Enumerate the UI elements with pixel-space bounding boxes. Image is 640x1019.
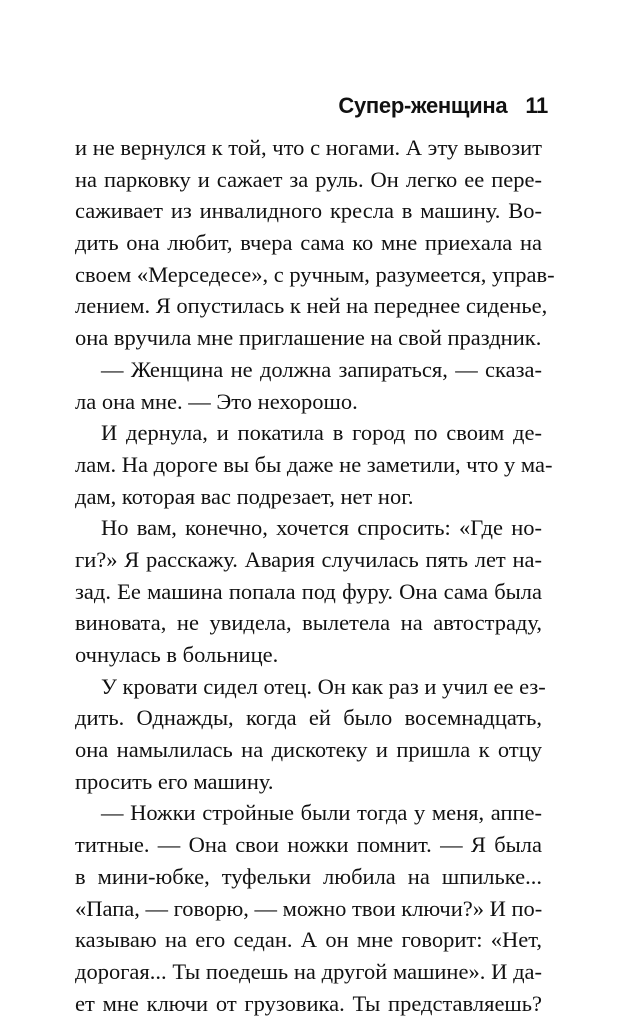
text-line: зад. Ее машина попала под фуру. Она сама была — [75, 578, 542, 604]
text-line: дорогая... Ты поедешь на другой машине». И да- — [75, 958, 542, 984]
text-line: саживает из инвалидного кресла в машину. Во- — [75, 198, 542, 224]
text-line: ет мне ключи от грузовика. Ты представляешь? — [75, 990, 542, 1016]
text-line: лам. На дороге вы бы даже не заметили, что у ма- — [75, 451, 553, 477]
text-line: лением. Я опустилась к ней на переднее сиденье, — [75, 293, 548, 319]
text-line: Но вам, конечно, хочется спросить: «Где но- — [101, 515, 542, 541]
paragraph — [75, 354, 542, 417]
paragraph — [75, 671, 546, 798]
text-line: она намылилась на дискотеку и пришла к отцу — [75, 737, 542, 763]
paragraph — [75, 797, 542, 1019]
text-line: виновата, не увидела, вылетела на автостраду, — [75, 610, 542, 636]
text-line: ла она мне. — Это нехорошо. — [75, 388, 358, 414]
text-line: дить. Однажды, когда ей было восемнадцать, — [75, 705, 542, 731]
text-line: титные. — Она свои ножки помнит. — Я была — [75, 832, 542, 858]
text-line: она вручила мне приглашение на свой праздник. — [75, 325, 542, 351]
running-head-title: Супер-женщина — [338, 93, 508, 118]
text-line: на парковку и сажает за руль. Он легко ее пере- — [75, 166, 542, 192]
paragraph — [75, 132, 555, 354]
text-line: — Женщина не должна запираться, — сказа- — [101, 356, 542, 382]
text-line: дить она любит, вчера сама ко мне приехала на — [75, 230, 542, 256]
text-line: дам, которая вас подрезает, нет ног. — [75, 483, 414, 509]
text-line: в мини-юбке, туфельки любила на шпильке... — [75, 863, 542, 889]
text-line: казываю на его седан. А он мне говорит: «Нет, — [75, 927, 542, 953]
text-line: просить его машину. — [75, 768, 274, 794]
text-line: и не вернулся к той, что с ногами. А эту вывозит — [75, 135, 542, 160]
paragraph — [75, 417, 553, 512]
text-line: — Ножки стройные были тогда у меня, аппе- — [101, 800, 542, 826]
paragraph — [75, 512, 542, 670]
text-line: своем «Мерседесе», с ручным, разумеется, управ- — [75, 261, 555, 287]
text-line: «Папа, — говорю, — можно твои ключи?» И по- — [75, 895, 543, 921]
text-line: У кровати сидел отец. Он как раз и учил ее ез- — [101, 673, 546, 699]
text-line: ги?» Я расскажу. Авария случилась пять лет на- — [75, 546, 542, 572]
body-text — [75, 132, 555, 1019]
page-number: 11 — [525, 93, 548, 118]
text-line: И дернула, и покатила в город по своим де- — [101, 420, 542, 446]
text-line: очнулась в больнице. — [75, 642, 279, 667]
running-head — [338, 93, 548, 119]
